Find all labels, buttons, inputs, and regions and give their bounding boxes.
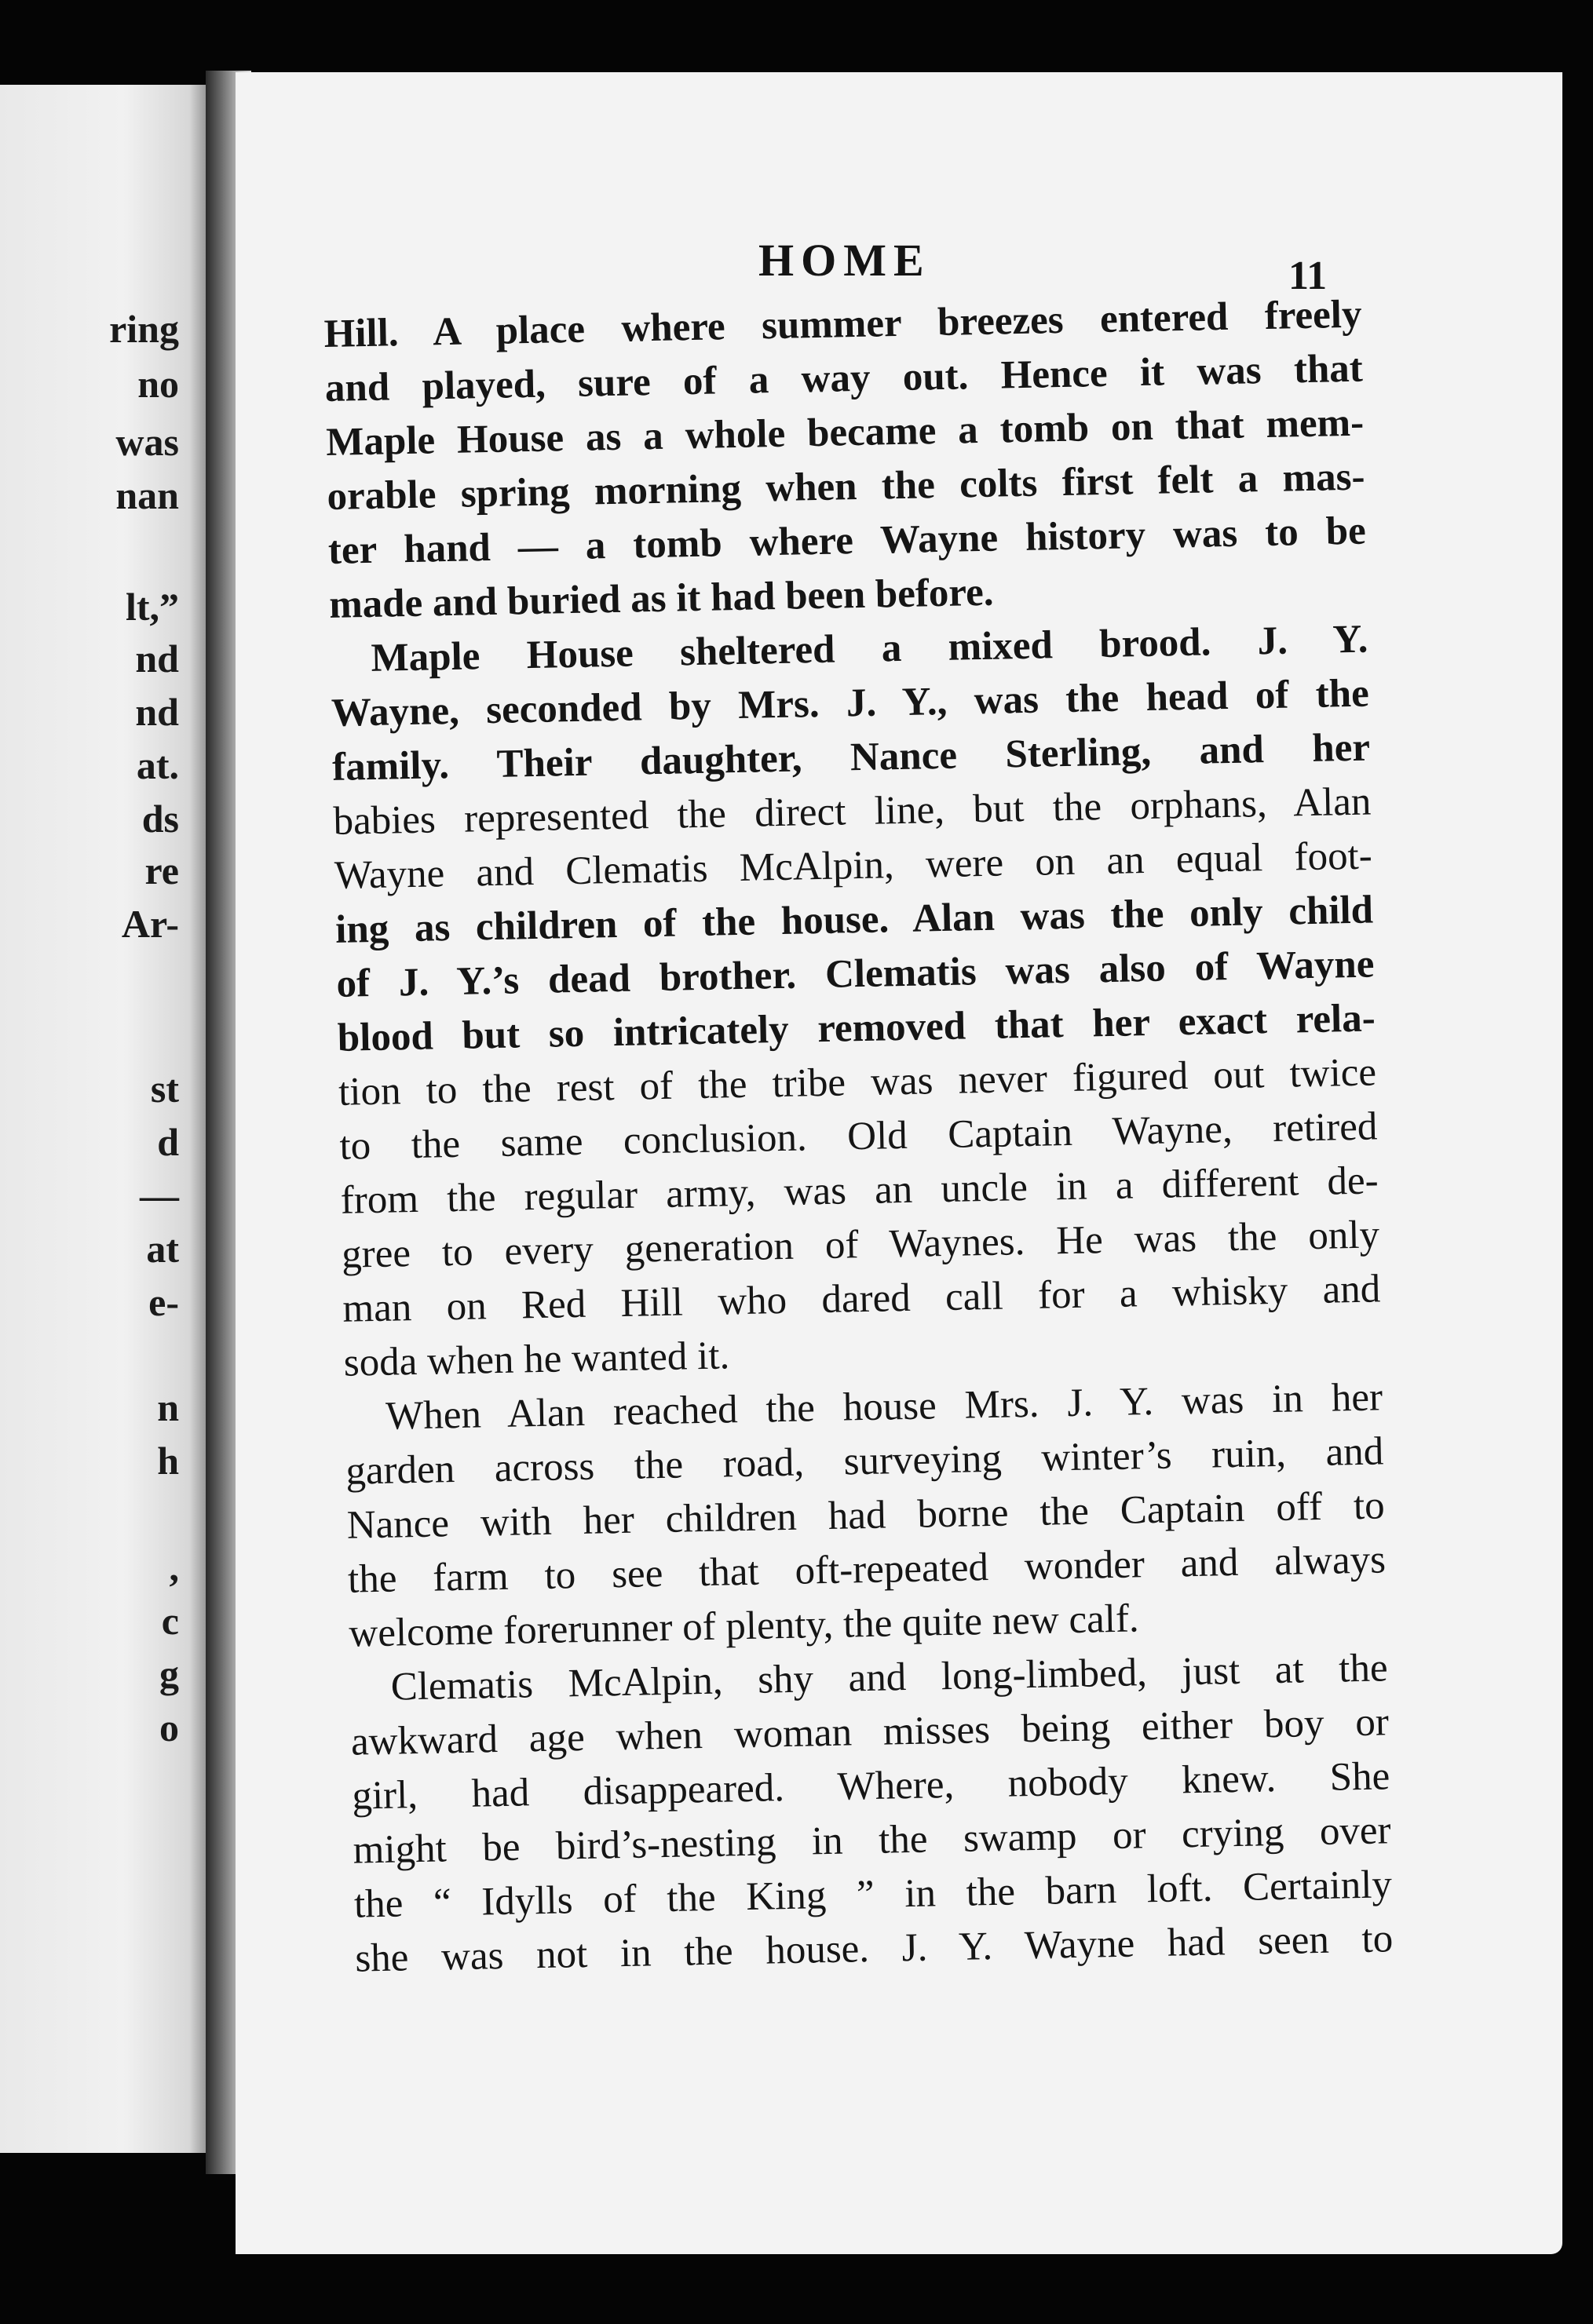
margin-fragment: ring [109, 307, 179, 351]
text-line: Wayne, seconded by Mrs. J. Y., was the head of the [331, 671, 1370, 735]
previous-page-edge [0, 85, 206, 2153]
margin-fragment: — [140, 1173, 179, 1217]
text-line: orable spring morning when the colts first felt a mas- [327, 454, 1365, 519]
margin-fragment: c [161, 1599, 179, 1643]
text-line: made and buried as it had been before. [328, 570, 994, 627]
text-line: welcome forerunner of plenty, the quite new calf. [348, 1596, 1140, 1656]
margin-fragment: lt,” [125, 585, 179, 629]
text-line: garden across the road, surveying winter’s ruin, and [345, 1429, 1384, 1494]
paragraph [330, 613, 1382, 1391]
text-line: ter hand — a tomb where Wayne history was to be [327, 509, 1367, 573]
text-line: Clematis McAlpin, shy and long-limbed, just at the [390, 1646, 1389, 1709]
text-line: Hill. A place where summer breezes entered freely [323, 292, 1362, 356]
paragraph [349, 1641, 1394, 1986]
page-number: 11 [1288, 254, 1328, 298]
paragraph [323, 288, 1368, 633]
text-line: Wayne and Clematis McAlpin, were on an equal foot- [334, 834, 1373, 898]
text-line: the farm to see that oft-repeated wonder and always [347, 1538, 1387, 1602]
margin-fragment: no [137, 362, 179, 406]
margin-fragment: was [115, 420, 179, 464]
margin-fragment: o [159, 1706, 179, 1749]
text-line: Maple House as a whole became a tomb on that mem- [325, 400, 1365, 465]
margin-fragment: st [150, 1067, 179, 1111]
text-line: blood but so intricately removed that her exact rela- [337, 996, 1376, 1060]
book-page [236, 72, 1562, 2254]
text-line: might be bird’s-nesting in the swamp or crying over [353, 1808, 1392, 1873]
text-line: family. Their daughter, Nance Sterling, and her [331, 725, 1371, 790]
margin-fragment: re [144, 848, 179, 892]
margin-fragment: , [169, 1545, 179, 1589]
page-body [323, 288, 1394, 1987]
text-line: ing as children of the house. Alan was the only child [334, 888, 1374, 952]
text-line: girl, had disappeared. Where, nobody knew. She [351, 1754, 1390, 1819]
margin-fragment: nd [135, 637, 179, 680]
margin-fragment: nan [115, 473, 179, 517]
text-line: Maple House sheltered a mixed brood. J. Y. [371, 617, 1368, 680]
text-line: of J. Y.’s dead brother. Clematis was also of Wayne [336, 942, 1375, 1006]
text-line: to the same conclusion. Old Captain Wayne, retired [338, 1104, 1378, 1169]
text-line: man on Red Hill who dared call for a whisky and [342, 1267, 1381, 1331]
margin-fragment: g [159, 1652, 179, 1696]
running-head: HOME [758, 235, 931, 286]
margin-fragment: nd [135, 690, 179, 734]
text-line: soda when he wanted it. [343, 1333, 730, 1385]
text-line: Nance with her children had borne the Captain off to [346, 1483, 1386, 1548]
text-line: tion to the rest of the tribe was never figured out twice [338, 1050, 1377, 1115]
text-line: and played, sure of a way out. Hence it was that [324, 346, 1364, 410]
margin-fragment: ds [141, 797, 179, 841]
margin-fragment: d [157, 1120, 179, 1164]
margin-fragment: h [157, 1439, 179, 1483]
margin-fragment: n [157, 1385, 179, 1429]
margin-fragment: at. [136, 743, 179, 787]
text-line: from the regular army, was an uncle in a different de- [340, 1158, 1379, 1223]
text-line: awkward age when woman misses being either boy or [350, 1700, 1390, 1764]
margin-fragment: e- [148, 1280, 179, 1324]
margin-fragment: Ar- [121, 902, 179, 946]
text-line: When Alan reached the house Mrs. J. Y. was in her [385, 1375, 1383, 1439]
text-line: gree to every generation of Waynes. He was the only [341, 1213, 1380, 1277]
text-line: she was not in the house. J. Y. Wayne had seen to [354, 1917, 1394, 1981]
text-line: the “ Idylls of the King ” in the barn loft. Certainly [353, 1862, 1393, 1927]
text-line: babies represented the direct line, but the orphans, Alan [333, 779, 1372, 844]
margin-fragment: at [146, 1227, 179, 1271]
paragraph [344, 1370, 1387, 1661]
